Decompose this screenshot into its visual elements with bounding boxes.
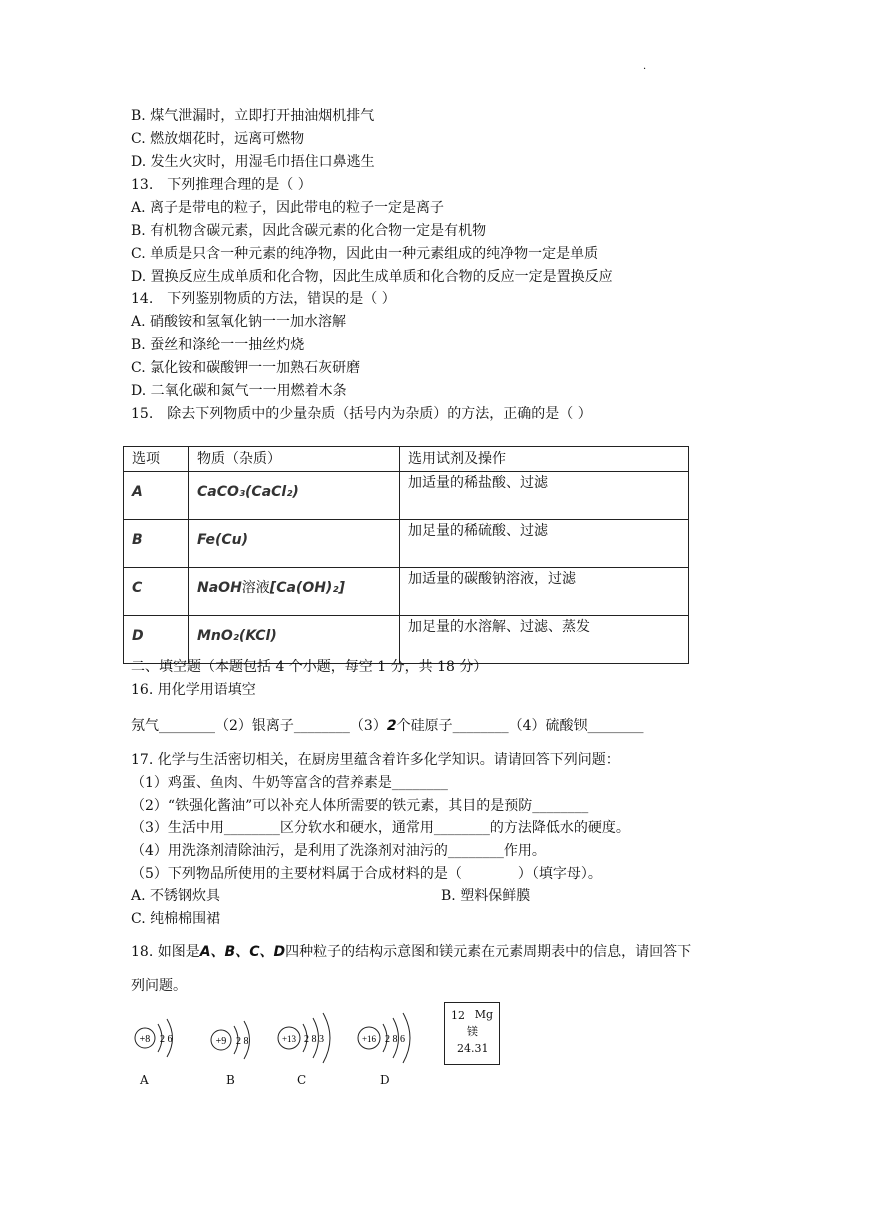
atom-label-a: A (140, 1073, 149, 1087)
table-header-row (124, 447, 689, 472)
q17-part-3: （3）生活中用________区分软水和硬水，通常用________的方法降低水的硬度。 (131, 820, 630, 836)
table-header-option: 选项 (124, 447, 189, 472)
row-substance: Fe(Cu) (197, 532, 249, 548)
q16-number: 2 (386, 718, 397, 734)
atom-diagram-d (355, 1008, 427, 1070)
table-header-method: 选用试剂及操作 (400, 447, 689, 472)
table-row (124, 472, 689, 520)
q18-pre: 18. 如图是 (131, 944, 200, 960)
row-substance-formula: NaOH (197, 580, 242, 596)
periodic-table-cell-mg (444, 1002, 500, 1065)
q17-option-b: B. 塑料保鲜膜 (441, 888, 531, 904)
atom-nucleus: +16 (361, 1034, 377, 1044)
q17-part-5: （5）下列物品所使用的主要材料属于合成材料的是（ ）（填字母）。 (131, 866, 602, 882)
q17-option-a: A. 不锈钢炊具 (131, 888, 221, 904)
q18-stem-cont: 列问题。 (131, 978, 187, 994)
atom-shells: 2 6 (160, 1034, 173, 1045)
q17-part-4: （4）用洗涤剂清除油污，是利用了洗涤剂对油污的________作用。 (131, 843, 546, 859)
q18-post: 四种粒子的结构示意图和镁元素在元素周期表中的信息，请回答下 (285, 944, 692, 960)
row-option: A (132, 484, 143, 500)
q16-stem: 16. 用化学用语填空 (131, 682, 256, 698)
element-symbol: Mg (474, 1008, 493, 1021)
q18-stem (131, 942, 691, 962)
row-option: B (132, 532, 143, 548)
q14-option-a: A. 硝酸铵和氢氧化钠一一加水溶解 (131, 314, 347, 330)
atom-shells: 2 8 (236, 1036, 249, 1047)
row-substance-text: 溶液 (241, 580, 270, 596)
q14-stem: 14. 下列鉴别物质的方法，错误的是（ ） (131, 291, 396, 307)
page-mark: · (643, 64, 647, 75)
table-row (124, 568, 689, 616)
q17-option-c: C. 纯棉棉围裙 (131, 911, 221, 927)
q12-option-b: B. 煤气泄漏时，立即打开抽油烟机排气 (131, 108, 375, 124)
row-method: 加足量的稀硫酸、过滤 (400, 520, 689, 568)
q12-option-d: D. 发生火灾时，用湿毛巾捂住口鼻逃生 (131, 154, 375, 170)
q15-stem: 15. 除去下列物质中的少量杂质（括号内为杂质）的方法，正确的是（ ） (131, 406, 592, 422)
q12-option-c: C. 燃放烟花时，远离可燃物 (131, 131, 305, 147)
table-row (124, 520, 689, 568)
row-substance: CaCO₃(CaCl₂) (197, 484, 299, 500)
q18-labels: A、B、C、D (199, 944, 286, 960)
atom-diagram-a (130, 1010, 190, 1070)
row-substance-tail: [Ca(OH)₂] (269, 580, 345, 596)
q16-blanks (131, 716, 644, 736)
atomic-number: 12 (451, 1009, 465, 1022)
table-header-substance: 物质（杂质） (189, 447, 400, 472)
q16-part-a: 氖气________（2）银离子________（3） (131, 718, 387, 734)
q13-option-d: D. 置换反应生成单质和化合物，因此生成单质和化合物的反应一定是置换反应 (131, 269, 613, 285)
atom-label-d: D (380, 1073, 390, 1087)
atomic-mass: 24.31 (457, 1042, 489, 1055)
atom-shells: 2 8 3 (304, 1034, 324, 1045)
q14-option-c: C. 氯化铵和碳酸钾一一加熟石灰研磨 (131, 360, 361, 376)
q13-option-b: B. 有机物含碳元素，因此含碳元素的化合物一定是有机物 (131, 223, 487, 239)
atom-label-c: C (297, 1073, 307, 1087)
row-method: 加适量的稀盐酸、过滤 (400, 472, 689, 520)
atom-nucleus: +13 (281, 1034, 297, 1044)
q15-table (123, 446, 689, 664)
q14-option-d: D. 二氧化碳和氮气一一用燃着木条 (131, 383, 347, 399)
row-method: 加足量的水溶解、过滤、蒸发 (400, 616, 689, 664)
q13-option-c: C. 单质是只含一种元素的纯净物，因此由一种元素组成的纯净物一定是单质 (131, 246, 599, 262)
atom-diagram-b (208, 1012, 270, 1072)
q17-part-1: （1）鸡蛋、鱼肉、牛奶等富含的营养素是________ (131, 775, 448, 791)
row-substance: MnO₂(KCl) (197, 628, 277, 644)
atom-shells: 2 8 6 (385, 1034, 405, 1045)
q14-option-b: B. 蚕丝和涤纶一一抽丝灼烧 (131, 337, 305, 353)
row-option: D (132, 628, 144, 644)
q13-option-a: A. 离子是带电的粒子，因此带电的粒子一定是离子 (131, 200, 445, 216)
q17-part-2: （2）“铁强化酱油”可以补充人体所需要的铁元素，其目的是预防________ (131, 798, 589, 814)
q16-part-c: 个硅原子________（4）硫酸钡________ (396, 718, 644, 734)
atom-label-b: B (226, 1073, 235, 1087)
q13-stem: 13. 下列推理合理的是（ ） (131, 177, 312, 193)
atom-nucleus: +8 (139, 1034, 151, 1045)
element-name: 镁 (467, 1025, 478, 1038)
section-2-title: 二、填空题（本题包括 4 个小题，每空 1 分，共 18 分） (131, 659, 488, 675)
atom-diagram-c (275, 1008, 345, 1070)
atom-nucleus: +9 (215, 1036, 227, 1047)
q17-stem: 17. 化学与生活密切相关，在厨房里蕴含着许多化学知识。请请回答下列问题： (131, 752, 620, 768)
row-method: 加适量的碳酸钠溶液，过滤 (400, 568, 689, 616)
row-option: C (132, 580, 143, 596)
